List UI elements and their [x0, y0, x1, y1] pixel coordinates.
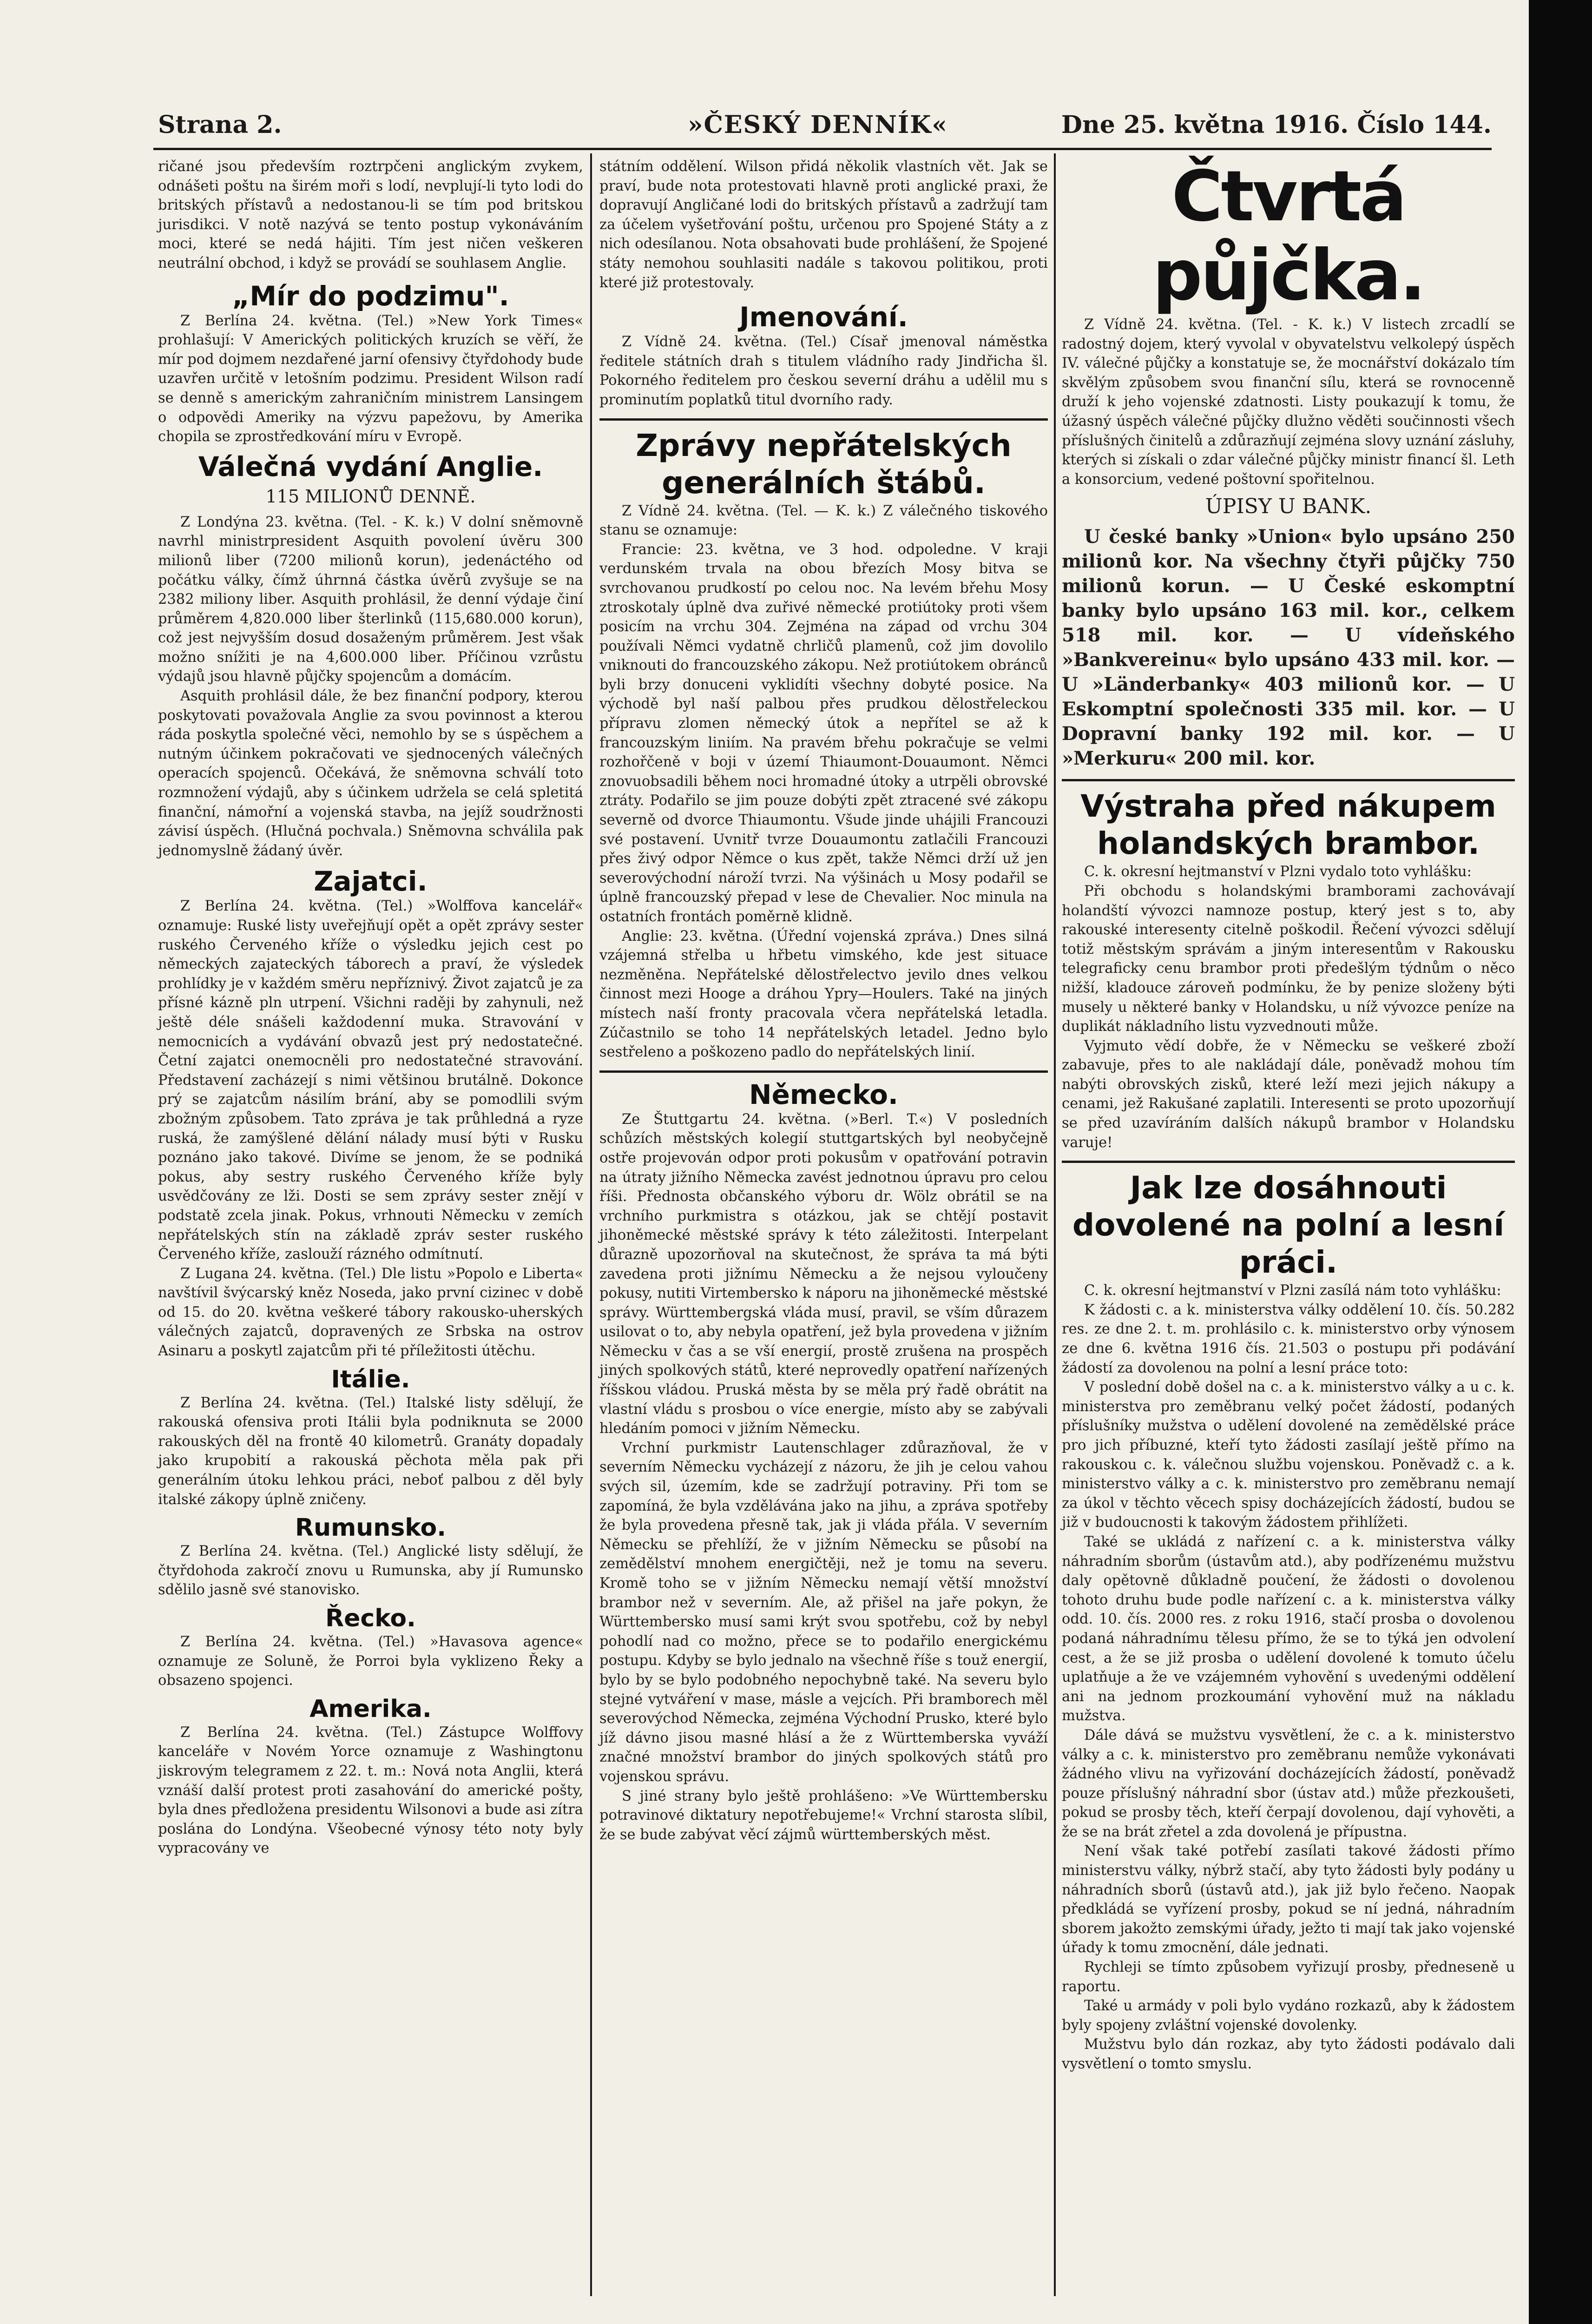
mir-text: Z Berlína 24. května. (Tel.) »New York Times« prohlašují: V Amerických politických kruzích se věří, že mír pod dojmem nezdařené jarní ofensivy čtyřdohody bude uzavřen určitě v letošním podzimu. President Wilson radí se denně s americkým zahraničním ministrem Lansingem o odpovědi Ameriky na výzvu papežovu, by Amerika chopila se zprostředkování míru v Evropě. — [158, 312, 583, 445]
heading-jak-lze: Jak lze dosáhnouti dovolené na polní a lesní práci. — [1072, 1170, 1505, 1281]
heading-recko: Řecko. — [325, 1604, 416, 1632]
valecna-p1: Z Londýna 23. května. (Tel. - K. k.) V dolní sněmovně navrhl ministrpresident Asquith povolení úvěru 300 milionů liber (7200 milionů korun), jedenáctého od počátku války, čímž úhrnná částka úvěrů zvyšuje se na 2382 miliony liber. Asquith prohlásil, že denní výdaje činí průměrem 4,820.000 liber šterlinků (115,680.000 korun), což jest nejvyšším dosud dosaženým průměrem. Jest však možno snížiti je na 4,600.000 liber. Příčinou vzrůstu výdajů jsou hlavně půjčky spojencům a domácím. — [158, 514, 583, 685]
jak-p7: Rychleji se tímto způsobem vyřizují prosby, předneseně u raportu. — [1062, 1959, 1515, 1995]
heading-valecna: Válečná vydání Anglie. — [198, 450, 543, 482]
separator-2 — [599, 1070, 1048, 1073]
vystraha-p3: Vyjmuto vědí dobře, že v Německu se veškeré zboží zabavuje, přes to ale nakládají dále, poněvadž mohou tím nabýti obrovských zisků, které leží mezi jejich nákupy a cenami, jež Rakušané zaplatili. Interesenti se proto upozorňují se před uzavíráním dalších nákupů brambor v Holandsku varuje! — [1062, 1037, 1515, 1151]
jak-p6: Není však také potřebí zasílati takové žádosti přímo ministerstvu války, nýbrž stačí, aby tyto žádosti byly podány u náhradních sborů (ústavů atd.), jak již bylo řečeno. Naopak předkládá se vyřízení prosby, pokud se ní jedná, náhradním sborem jakožto zemskými úřady, ježto ti mají tak jako vojenské úřady k tomu zmocnění, dále jednati. — [1062, 1843, 1515, 1956]
col1-intro: ričané jsou především roztrpčeni anglickým zvykem, odnášeti poštu na širém moři s lodí, nevplují-li tyto lodi do britských přístavů a nedostanou-li se tím pod britskou jurisdikci. V notě nazývá se tento postup vykonáváním moci, které se nedá hájiti. Tím jest ničen veškeren neutrální obchod, i když se provádí se souhlasem Anglie. — [158, 158, 583, 271]
zpravy-p1: Z Vídně 24. května. (Tel. — K. k.) Z válečného tiskového stanu se oznamuje: — [599, 502, 1048, 539]
jak-p5: Dále dává se mužstvu vysvětlení, že c. a k. ministerstvo války a c. k. ministerstvo pro zeměbranu nemůže vykonávati žádného vlivu na vyřizování docházejících žádostí, poněvadž pouze příslušný náhradní sbor (ústav atd.) může přezkoušeti, pokud se prosby těch, kteří čerpají dovolenou, dají vyhověti, a že se na brát zřetel a zda dovolená je přípustna. — [1062, 1727, 1515, 1840]
nemecko-p2: Vrchní purkmistr Lautenschlager zdůrazňoval, že v severním Německu vycházejí z názoru, že jih je celou vahou svých sil, územím, kde se zadržují potraviny. Při tom se zapomíná, že byla vzdělávána jako na jihu, a zpráva spotřeby že byla provedena přesně tak, jak ji vláda přála. V severním Německu se přehlíží, že v jižním Německu se působí na zemědělství mnohem energičtěji, než je tomu na severu. Kromě toho se v jižním Německu nemají větší množství brambor než v severním. Ale, až přišel na jaře pokyn, že Württembersko musí sami krýt svou spotřebu, což by nebyl pohodlí nad co možno, přece se to podařilo energickému postupu. Kdyby se bylo jednalo na všechně říše s touž energií, bylo by se bylo podobného nepochybně také. Na severu bylo stejné vytváření v mase, másle a vejcích. Při bramborech měl severovýchod Německa, zejména Východní Prusko, které bylo jíž dávno jisou masné hlásí a že z Württemberska vyváží značné množství brambor do jiných spolkových států pro vojenskou správu. — [599, 1439, 1048, 1785]
jak-p1: C. k. okresní hejtmanství v Plzni zasílá nám toto vyhlášku: — [1084, 1282, 1501, 1299]
heading-nemecko: Německo. — [749, 1078, 898, 1110]
heading-jmenovani: Jmenování. — [739, 301, 908, 333]
vystraha-p2: Při obchodu s holandskými bramborami zachovávají holandští vývozci namnoze postup, který jest s to, aby rakouské interesenty citelně poškodil. Řečení vývozci sdělují totiž městským správám a jiným interesentům v Rakousku telegraficky cenu brambor proti předešlým týdnům o něco nižší, kladouce zároveň podmínku, že by penize složeny býti musely u některé banky v Holandsku, u níž vývozce peníze na duplikát nákladního listu vyzvednouti může. — [1062, 883, 1515, 1035]
heading-vystraha: Výstraha před nákupem holandských brambor. — [1080, 788, 1496, 862]
newspaper-title: »ČESKÝ DENNÍK« — [688, 111, 948, 139]
heading-zpravy: Zprávy nepřátelských generálních štábů. — [636, 427, 1012, 501]
jak-p8: Také u armády v poli bylo vydáno rozkazů, aby k žádostem byly spojeny zvláštní vojenské dovolenky. — [1062, 1998, 1515, 2034]
zajatci-p2: Z Lugana 24. května. (Tel.) Dle listu »Popolo e Liberta« navštívil švýcarský kněz Noseda, jako první cizinec v době od 15. do 20. května veškeré tábory rakousko-uherských válečných zajatců, dopravených ze Srbska na ostrov Asinaru a poskytl zajatcům při té příležitosti útěchu. — [158, 1265, 583, 1360]
ctvrta-text: Z Vídně 24. května. (Tel. - K. k.) V listech zrcadlí se radostný dojem, který vyvolal v obyvatelstvu velkolepý úspěch IV. válečné půjčky a konstatuje se, že mocnářství dokázalo tím skvělým způsobem svou finanční sílu, která se rovnocenně druží k jeho vojenské zdatnosti. Listy poukazují k tomu, že úžasný úspěch válečné půjčky dlužno věděti součinnosti všech příslušných činitelů a zdůrazňují zejména slovy uznání zásluhy, kterých si získali o zdar válečné půjčky ministr financí šl. Leth a konsorcium, vedené poštovní spořitelnou. — [1062, 317, 1515, 488]
issue-date: Dne 25. května 1916. Číslo 144. — [1061, 111, 1492, 139]
nemecko-p1: Ze Štuttgartu 24. května. (»Berl. T.«) V posledních schůzích městských kolegií stuttgartských byl neobyčejně ostře projevován odpor proti pokusům v opatřování potravin na útraty jižního Německa zavést jednotnou úpravu pro celou říši. Přednosta občanského výboru dr. Wölz obrátil se na vrchního purkmistra s otázkou, jak se chtějí postavit jihoněmecké městské správy k této záležitosti. Interpelant důrazně upozorňoval na skutečnost, že správa ta má býti zavedena proti jižnímu Německu a že nejsou vyloučeny pokusy, nutiti Virtembersko k náporu na jihoněmecké městské správy. Württembergská vláda musí, pravil, se vším důrazem usilovat o to, aby nebyla opatření, jež byla provedena v jižním Německu v čas a se vší energií, prostě zrušena na prospěch jiných spolkových států, které neprovedly opatření nařízených říšskou vládou. Pruská města by se měla prý řadě obrátit na vlastní vládu s prosbou o více energie, místo aby se zabývali hledáním pomoci v jižním Německu. — [599, 1111, 1048, 1437]
col2-intro: státním oddělení. Wilson přidá několik vlastních vět. Jak se praví, bude nota protestovati hlavně proti anglické praxi, že dopravují Angličané lodi do britských přístavů a zadržují tam za účelem vyšetřování poštu, určenou pro Spojené Státy a z nich odesílanou. Nota obsahovati bude prohlášení, že Spojené státy nemohou souhlasiti nadále s takovou politikou, proti které již protestovaly. — [599, 158, 1048, 291]
heading-ctvrta-pujcka: Čtvrtá půjčka. — [1152, 156, 1424, 316]
jak-p4: Také se ukládá z nařízení c. a k. ministerstva války náhradním sborům (ústavům atd.), aby podřízenému mužstvu daly opětovně důkladně poučení, že žádosti o dovolenou tohoto druhu bude podle nařízení c. a k. ministerstva války odd. 10. čís. 2000 res. z roku 1916, stačí prosba o dovolenou podaná náhradnímu tělesu přímo, že se to týká jen odvolení cest, a že se již prosba o udělení dovolené k tomuto účelu uplatňuje a že ve vzájemném vyhovění s uvedenými oddělení ani na jednom prozkoumání vyhovění muž na nákladu mužstva. — [1062, 1533, 1515, 1724]
amerika-text: Z Berlína 24. května. (Tel.) Zástupce Wolffovy kanceláře v Novém Yorce oznamuje z Washingtonu jiskrovým telegramem z 22. t. m.: Nová nota Anglii, která vznáší další protest proti zasahování do americké pošty, byla dnes předložena presidentu Wilsonovi a bude asi zítra poslána do Londýna. Všeobecné výnosy této noty byly vypracovány ve — [158, 1724, 583, 1857]
heading-italie: Itálie. — [331, 1365, 410, 1393]
column-divider-2 — [1054, 153, 1056, 2296]
heading-zajatci: Zajatci. — [314, 865, 428, 898]
jak-p3: V poslední době došel na c. a k. ministerstvo války a u c. k. ministerstva pro zeměbranu velký počet žádostí, podaných příslušníky mužstva o udělení dovolené na zemědělské práce pro jich příbuzné, kteří tyto žádosti zasílají ještě přímo na rakouskou c. k. válečnou službu vojenskou. Poněvadž c. a k. ministerstvo války a c. k. ministerstvo pro zeměbranu nemají za úkol v těchto věcech spisy docházejících žádostí, budou se již v budoucnosti k takovým žádostem přihlížeti. — [1062, 1379, 1515, 1531]
scan-dark-edge — [1529, 0, 1592, 2324]
column-3 — [1062, 157, 1515, 2074]
zpravy-p3: Anglie: 23. května. (Úřední vojenská zpráva.) Dnes silná vzájemná střelba u hřbetu vimského, kde jest situace nezměněna. Nepřátelské dělostřelectvo jevilo dnes velkou činnost mezi Hooge a dráhou Ypry—Houlers. Také na jiných místech naší fronty pracovala včera nepřátelská letadla. Zúčastnilo se toho 14 nepřátelských letadel. Jedno bylo sestřeleno a poškozeno padlo do nepřátelských linií. — [599, 928, 1048, 1061]
page-header — [158, 111, 1492, 143]
nemecko-p3: S jiné strany bylo ještě prohlášeno: »Ve Württembersku potravinové diktatury nepotřebujeme!« Vrchní starosta slíbil, že se bude zabývat věcí zájmů württemberských měst. — [599, 1788, 1048, 1843]
column-1 — [158, 157, 583, 1858]
separator-1 — [599, 418, 1048, 421]
jak-p2: K žádosti c. a k. ministerstva války oddělení 10. čís. 50.282 res. ze dne 2. t. m. prohlásilo c. k. ministerstvo orby výnosem ze dne 6. května 1916 čís. 21.503 o postupu při podávání žádostí za dovolenou na polní a lesní práce toto: — [1062, 1301, 1515, 1376]
valecna-p2: Asquith prohlásil dále, že bez finanční podpory, kterou poskytovati považovala Anglie za svou povinnost a kterou ráda poskytla společné věci, nemohlo by se s úspěchem a nutným účinkem pokračovati ve sjednocených válečných operacích spojenců. Očekává, že sněmovna schválí toto rozmnožení výdajů, aby s účinkem udržela se celá spletitá finanční, námořní a vojenská stavba, na jejíž soudržnosti závisí úspěch. (Hlučná pochvala.) Sněmovna schválila pak jednomyslně žádaný úvěr. — [158, 688, 583, 859]
zpravy-p2: Francie: 23. května, ve 3 hod. odpoledne. V kraji verdunském trvala na obou březích Mosy bitva se svrchovanou prudkostí po celou noc. Na levém břehu Mosy ztroskotaly úplně dva zuřivé německé protiútoky proti všem posicím na vrchu 304. Zejména na západ od vrchu 304 používali Němci vydatně chrličů plamenů, což jim dovolilo vniknouti do francouzského zákopu. Než protiútokem obránců byli brzy donuceni vyklidíti všechny dobyté posice. Na východě byl naší palbou přes prudkou dělostřeleckou přípravu zlomen německý útok a nepřítel se až k francouzským liniím. Na pravém břehu pokračuje se velmi rozhořčeně v boji v území Thiaumont-Douaumont. Němci znovuobsadili během noci hromadné útoky a utrpěli obrovské ztráty. Podařilo se jim pouze dobýti zpět ztracené své zákopu severně od dvorce Thiaumontu. Všude jinde uhájili Francouzi své postavení. Uvnitř tvrze Douaumontu zatlačili Francouzi přes živý odpor Němce o kus zpět, takže Němci drží už jen severovýchodní nároží tvrzi. Na výšinách u Mosy podařil se úplně francouzský přepad v lese de Chevalier. Noc minula na ostatních frontách poměrně klidně. — [599, 541, 1048, 925]
page-number: Strana 2. — [158, 111, 282, 139]
recko-text: Z Berlína 24. května. (Tel.) »Havasova agence« oznamuje ze Soluně, že Porroi byla vyklizeno Řeky a obsazeno spojenci. — [158, 1634, 583, 1689]
heading-rumunsko: Rumunsko. — [295, 1514, 446, 1542]
column-divider-1 — [590, 153, 592, 2296]
upisy-text: U české banky »Union« bylo upsáno 250 milionů kor. Na všechny čtyři půjčky 750 milionů korun. — U České eskomptní banky bylo upsáno 163 mil. kor., celkem 518 mil. kor. — U vídeňského »Bankvereinu« bylo upsáno 433 mil. kor. — U »Länderbanky« 403 milionů kor. — U Eskomptní společnosti 335 mil. kor. — U Dopravní banky 192 mil. kor. — U »Merkuru« 200 mil. kor. — [1062, 526, 1515, 770]
heading-amerika: Amerika. — [309, 1695, 432, 1723]
vystraha-p1: C. k. okresní hejtmanství v Plzni vydalo toto vyhlášku: — [1084, 864, 1472, 880]
separator-3 — [1062, 779, 1515, 781]
zajatci-p1: Z Berlína 24. května. (Tel.) »Wolffova kancelář« oznamuje: Ruské listy uveřejňují opět a opět zprávy sester ruského Červeného kříže o výsledku jejich cest po německých zajateckých táborech a praví, že výsledek prohlídky je v každém směru nepříznivý. Život zajatců je za přísné kázně pln utrpení. Všichni raději by zahynuli, než ještě déle snášeli každodenní muka. Stravování v nemocnicích a vydávání obvazů jest prý nedostatečné. Četní zajatci onemocněli pro nedostatečné stravování. Představení zacházejí s nimi většinou brutálně. Dokonce prý se zajatcům násilím brání, aby se pomodlili svým zbožným způsobem. Tato zpráva je tak průhledná a ryze ruská, že zamýšlené dělání nálady musí býti v Rusku poznáno jako takové. Divíme se jenom, že se podniká pokus, aby sestry ruského Červeného kříže byly usvědčovány ze lži. Dosti se sem zprávy sester znějí v podstatě zcela jinak. Pokus, vrhnouti Německu v zemích nepřátelských stín na základě zpráv sester ruského Červeného kříže, zaslouží rázného odmítnutí. — [158, 898, 583, 1263]
column-2 — [599, 157, 1048, 1844]
separator-4 — [1062, 1161, 1515, 1163]
jmenovani-text: Z Vídně 24. května. (Tel.) Císař jmenoval náměstka ředitele státních drah s titulem vládního rady Jindřicha šl. Pokorného ředitelem pro českou severní dráhu a udělil mu s prominutím poplatků titul dvorního rady. — [599, 334, 1048, 408]
header-rule — [153, 148, 1492, 150]
rumunsko-text: Z Berlína 24. května. (Tel.) Anglické listy sdělují, že čtyřdohoda zakročí znovu u Rumunska, aby jí Rumunsko sdělilo jasně své stanovisko. — [158, 1543, 583, 1598]
heading-upisy: ÚPISY U BANK. — [1205, 495, 1372, 519]
subheading-valecna: 115 MILIONŮ DENNĚ. — [265, 486, 476, 507]
italie-text: Z Berlína 24. května. (Tel.) Italské listy sdělují, že rakouská ofensiva proti Itálii byla podniknuta se 2000 rakouských děl na frontě 40 kilometrů. Granáty dopadaly jako krupobití a rakouská pěchota měla pak při generálním útoku lehkou práci, neboť palbou z děl byly italské zákopy úplně zničeny. — [158, 1394, 583, 1508]
jak-p9: Mužstvu bylo dán rozkaz, aby tyto žádosti podávalo dali vysvětlení o tomto smyslu. — [1062, 2036, 1515, 2072]
heading-mir: „Mír do podzimu". — [232, 280, 509, 312]
